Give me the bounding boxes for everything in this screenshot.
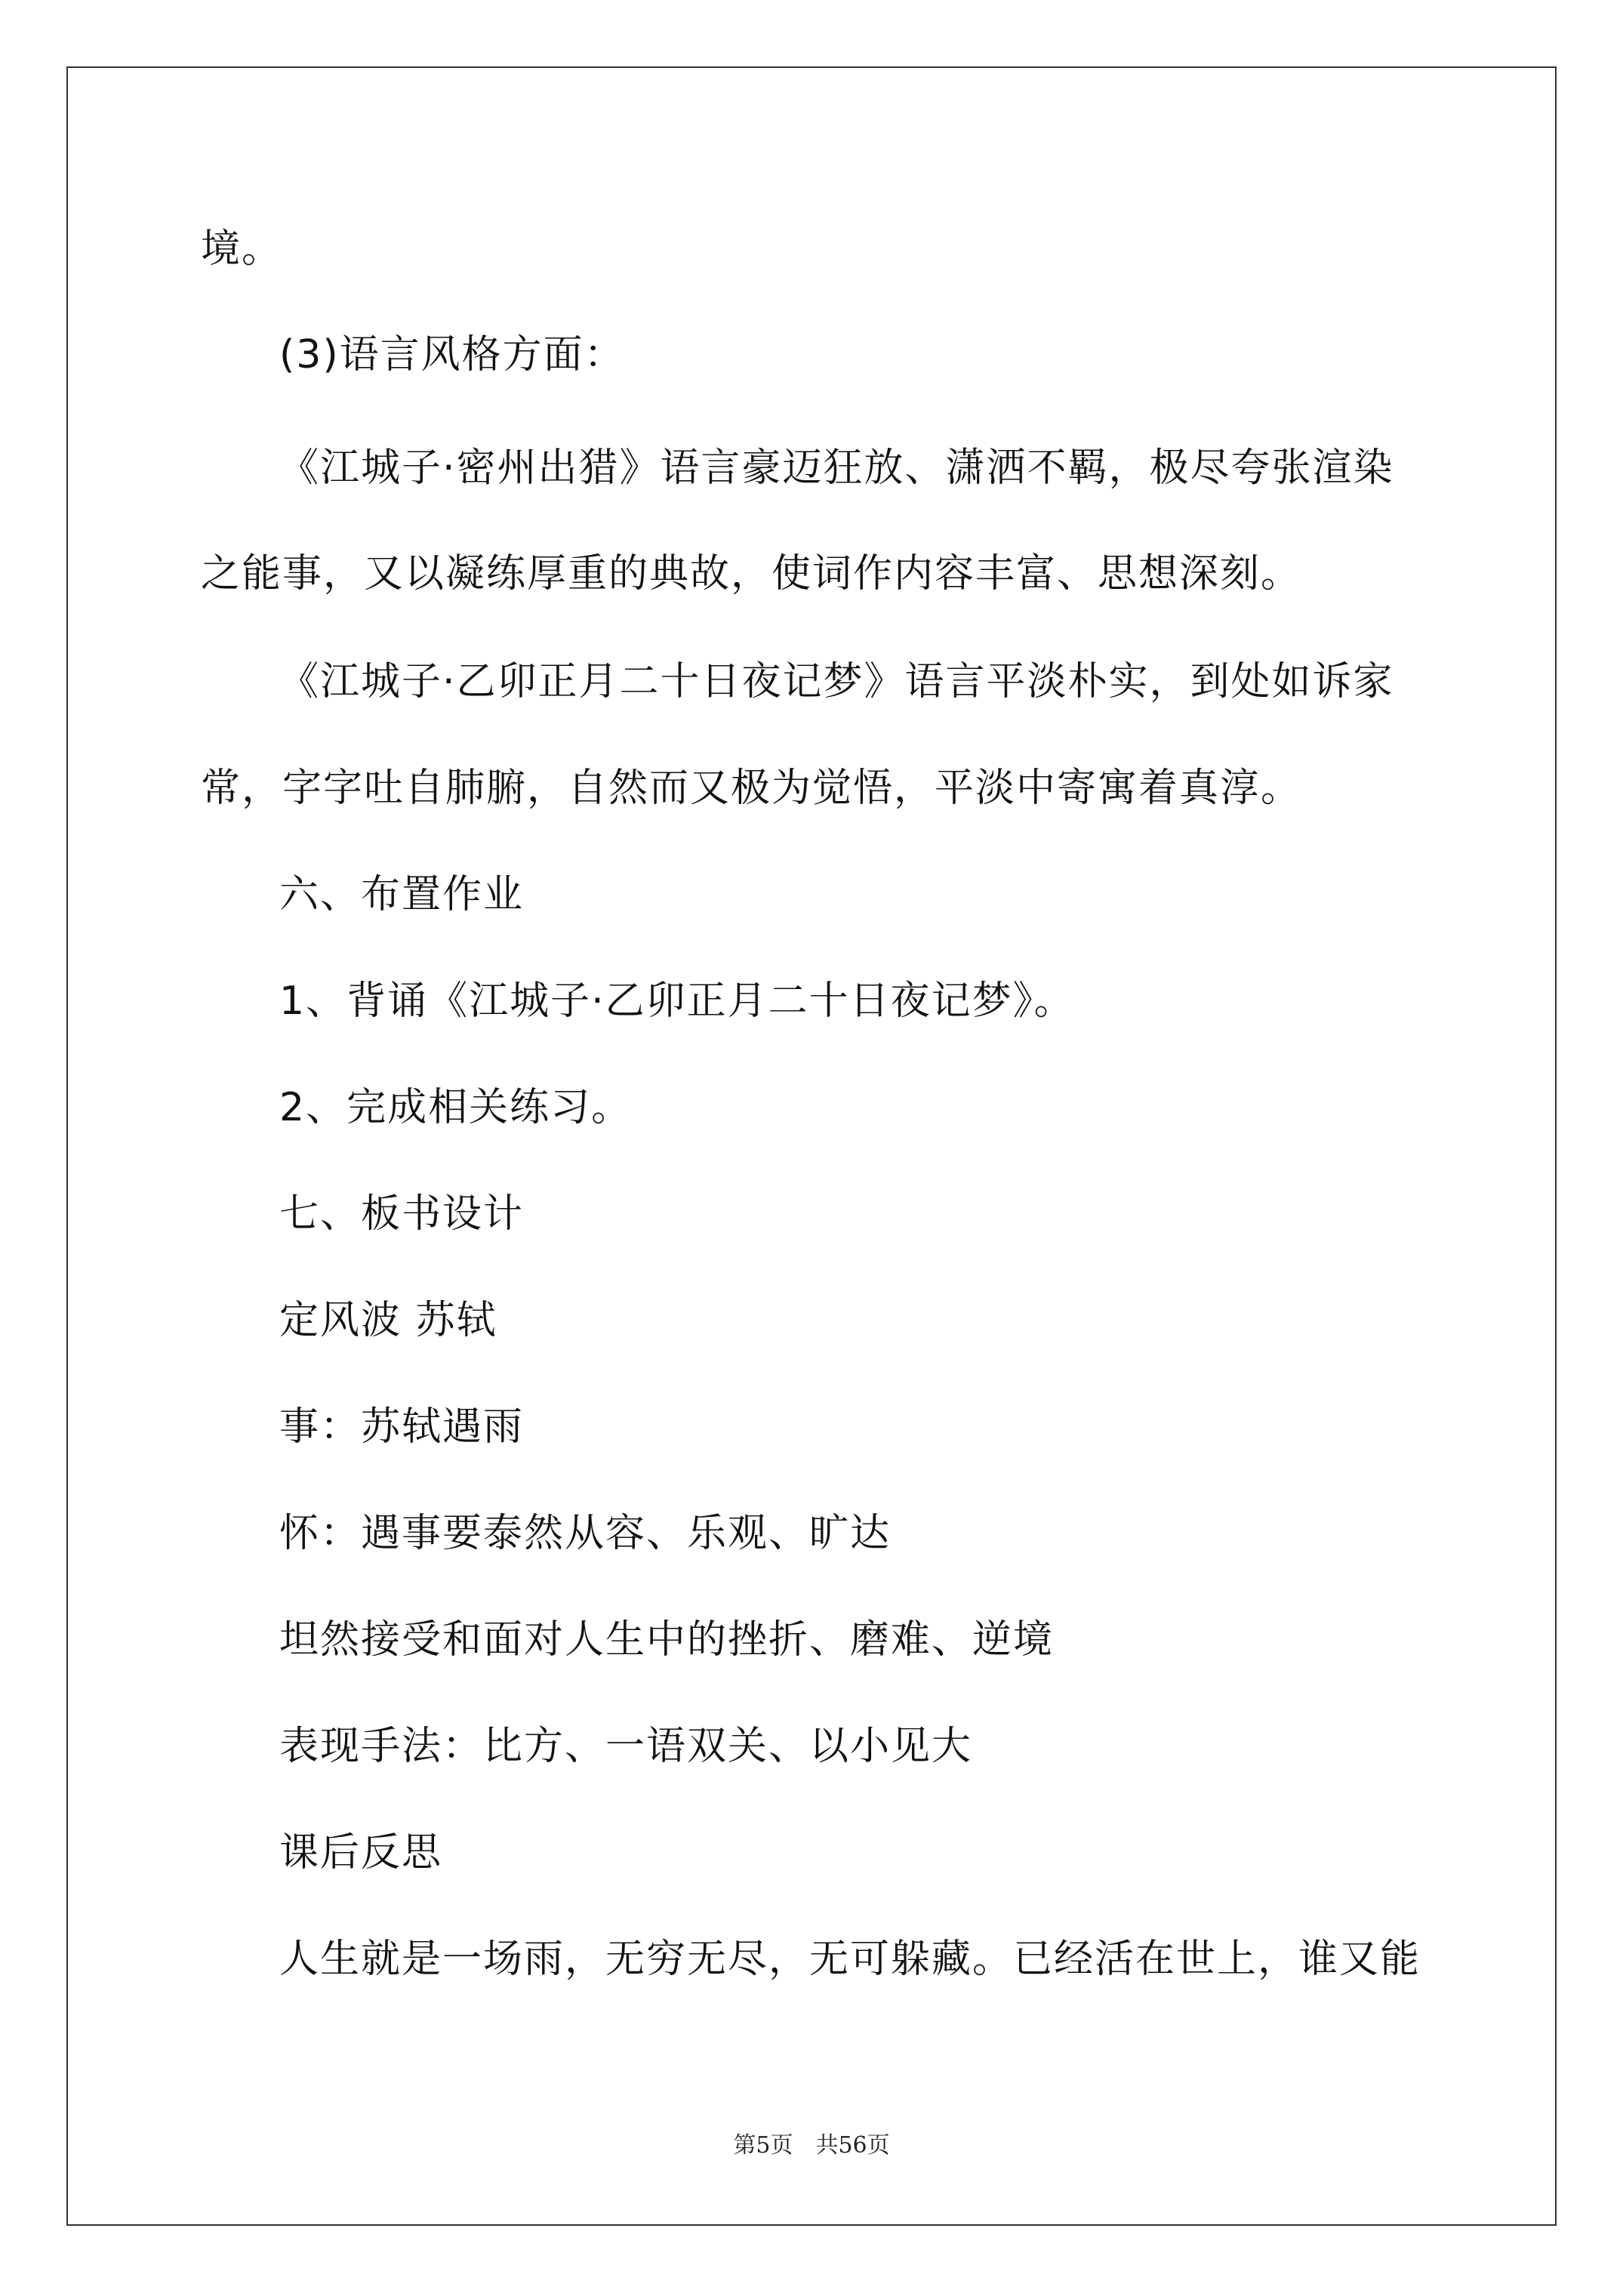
board-title: 定风波 苏轼 [279, 1298, 497, 1343]
page-number-footer: 第5页 共56页 [733, 2132, 890, 2159]
board-line: 怀：遇事要泰然从容、乐观、旷达 [279, 1511, 892, 1556]
paragraph-line: 人生就是一场雨，无穷无尽，无可躲藏。已经活在世上，谁又能 [279, 1937, 1421, 1982]
paragraph-line: 《江城子·乙卯正月二十日夜记梦》语言平淡朴实，到处如诉家 [279, 659, 1394, 704]
paragraph-line: 之能事，又以凝练厚重的典故，使词作内容丰富、思想深刻。 [201, 551, 1302, 596]
board-line: 坦然接受和面对人生中的挫折、磨难、逆境 [279, 1617, 1055, 1663]
section-heading-board-design: 七、板书设计 [279, 1191, 525, 1237]
section-heading-homework: 六、布置作业 [279, 872, 525, 917]
paragraph-line: 境。 [201, 227, 283, 272]
page-border [66, 66, 1557, 2226]
board-line: 表现手法：比方、一语双关、以小见大 [279, 1724, 973, 1769]
list-item: 1、背诵《江城子·乙卯正月二十日夜记梦》。 [279, 978, 1075, 1024]
paragraph-line: 常，字字吐自肺腑，自然而又极为觉悟，平淡中寄寓着真淳。 [201, 766, 1302, 811]
list-item: 2、完成相关练习。 [279, 1085, 633, 1130]
section-heading-language-style: (3)语言风格方面： [279, 332, 625, 378]
board-line: 事：苏轼遇雨 [279, 1404, 525, 1450]
paragraph-line: 《江城子·密州出猎》语言豪迈狂放、潇洒不羁，极尽夸张渲染 [279, 445, 1394, 491]
section-heading-reflection: 课后反思 [279, 1830, 443, 1875]
